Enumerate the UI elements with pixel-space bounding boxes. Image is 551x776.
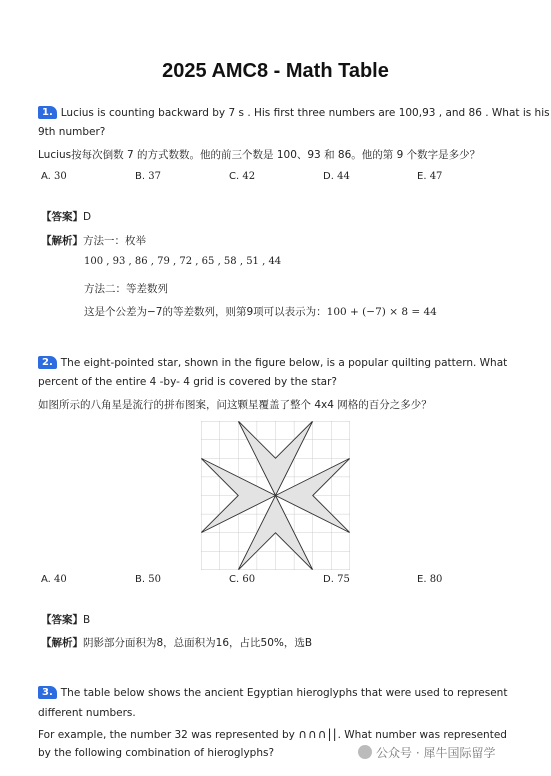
q1-formula [84,304,437,319]
q2-analysis [41,635,312,650]
q1-sequence: 100 , 93 , 86 , 79 , 72 , 65 , 58 , 51 , 44 [84,256,282,267]
q2-choice-e[interactable]: E. 80 [417,574,443,585]
q1-text-line1 [38,106,550,119]
q2-choice-a[interactable]: A. 40 [41,574,67,585]
q2-choice-d[interactable]: D. 75 [323,574,350,585]
q3-en-line3 [38,727,507,741]
q1-zh: Lucius按每次倒数 7 的方式数数。他的前三个数是 100、93 和 86。他的第 9 个数字是多少？ [38,149,481,161]
q1-choice-b[interactable]: B. 37 [135,171,161,182]
q1-en-line2: 9th number? [38,126,106,138]
q1-formula-math: 100 + (−7) × 8 = 44 [326,306,437,318]
q1-choice-d[interactable]: D. 44 [323,171,350,182]
q1-answer-label: 【答案】 [41,211,83,223]
q1-method1: 方法一：枚举 [83,235,146,247]
q1-number-badge: 1. [38,106,57,119]
q3-en-line3-b: . What number was represented [337,729,507,741]
eight-pointed-star-figure [201,421,350,570]
q3-en-line3-a: For example, the number 32 was represented by [38,729,295,741]
q3-number-badge: 3. [38,686,57,699]
q1-choice-a[interactable]: A. 30 [41,171,67,182]
page-title: 2025 AMC8 - Math Table [162,60,389,82]
q2-answer-label: 【答案】 [41,614,83,626]
q2-zh: 如图所示的八角星是流行的拼布图案，问这颗星覆盖了整个 4x4 网格的百分之多少？ [38,399,432,411]
q2-en-line1: The eight-pointed star, shown in the figure below, is a popular quilting pattern. What [60,357,508,369]
q1-answer [41,209,91,224]
q2-number-badge: 2. [38,356,57,369]
q3-en-line4: by the following combination of hieroglyphs? [38,747,275,759]
q3-en-line1: The table below shows the ancient Egyptian hieroglyphs that were used to represent [60,687,508,699]
q2-answer-value: B [83,614,91,626]
q2-analysis-text: 阴影部分面积为8，总面积为16，占比50%，选B [83,637,313,649]
q1-answer-value: D [83,211,92,223]
q1-choice-e[interactable]: E. 47 [417,171,443,182]
q3-text-line1 [38,686,507,699]
q2-analysis-label: 【解析】 [41,637,83,649]
watermark-text: 公众号 · 犀牛国际留学 [376,746,496,760]
q1-en-line1: Lucius is counting backward by 7 s . His first three numbers are 100,93 , and 86 . What is his [60,107,550,119]
q1-method2: 方法二：等差数列 [84,283,168,295]
q3-hieroglyphs: ∩∩∩|| [298,727,338,741]
q1-analysis [41,233,146,248]
q2-choice-c[interactable]: C. 60 [229,574,256,585]
q2-choice-b[interactable]: B. 50 [135,574,161,585]
q1-formula-text: 这是个公差为−7的等差数列，则第9项可以表示为： [84,306,327,318]
watermark [358,744,495,761]
q1-analysis-label: 【解析】 [41,235,83,247]
q2-en-line2: percent of the entire 4 -by- 4 grid is covered by the star? [38,376,338,388]
q2-text-line1 [38,356,507,369]
q3-en-line2: different numbers. [38,707,136,719]
q1-choice-c[interactable]: C. 42 [229,171,256,182]
q2-answer [41,612,90,627]
wechat-icon [358,745,372,759]
